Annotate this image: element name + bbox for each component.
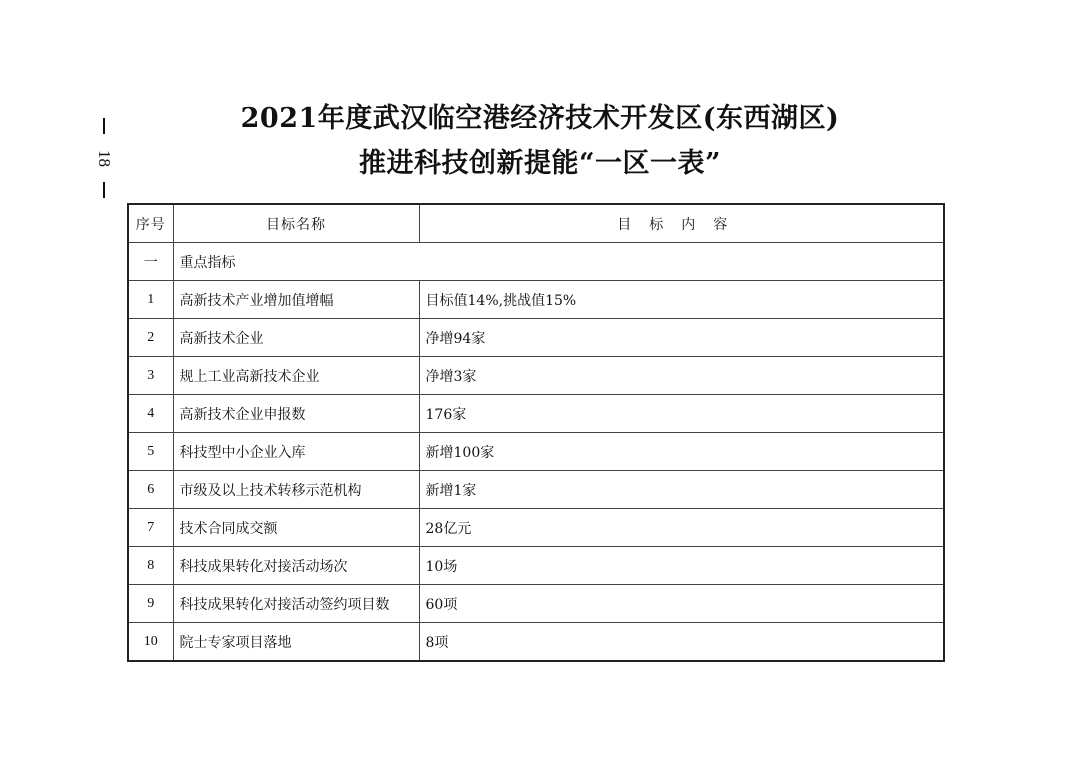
table-row <box>128 585 944 623</box>
row-goal-content: 176家 <box>419 395 944 433</box>
header-seq: 序号 <box>128 204 173 243</box>
goals-table <box>127 203 945 662</box>
row-goal-content: 新增100家 <box>419 433 944 471</box>
row-goal-name: 技术合同成交额 <box>173 509 419 547</box>
table-header-row <box>128 204 944 243</box>
table-row <box>128 547 944 585</box>
section-title: 重点指标 <box>173 243 944 281</box>
row-goal-name: 高新技术企业 <box>173 319 419 357</box>
table-row <box>128 433 944 471</box>
row-goal-name: 科技成果转化对接活动签约项目数 <box>173 585 419 623</box>
row-goal-name: 科技成果转化对接活动场次 <box>173 547 419 585</box>
document-title-line-2: 推进科技创新提能“一区一表” <box>358 148 722 179</box>
row-goal-content: 目标值14%,挑战值15% <box>419 281 944 319</box>
row-goal-name: 规上工业高新技术企业 <box>173 357 419 395</box>
row-goal-content: 28亿元 <box>419 509 944 547</box>
row-seq: 9 <box>128 585 173 623</box>
row-goal-content: 10场 <box>419 547 944 585</box>
row-goal-content: 60项 <box>419 585 944 623</box>
row-goal-content: 新增1家 <box>419 471 944 509</box>
row-seq: 2 <box>128 319 173 357</box>
row-goal-name: 科技型中小企业入库 <box>173 433 419 471</box>
row-goal-name: 院士专家项目落地 <box>173 623 419 662</box>
row-seq: 5 <box>128 433 173 471</box>
page-number: 18 <box>94 149 114 167</box>
table-row <box>128 509 944 547</box>
table-row <box>128 471 944 509</box>
row-goal-name: 高新技术产业增加值增幅 <box>173 281 419 319</box>
row-seq: 8 <box>128 547 173 585</box>
row-goal-content: 净增94家 <box>419 319 944 357</box>
header-name: 目标名称 <box>173 204 419 243</box>
table-row <box>128 281 944 319</box>
row-seq: 4 <box>128 395 173 433</box>
row-goal-content: 净增3家 <box>419 357 944 395</box>
table-row <box>128 395 944 433</box>
table-row <box>128 623 944 662</box>
section-row <box>128 243 944 281</box>
row-goal-name: 市级及以上技术转移示范机构 <box>173 471 419 509</box>
row-seq: 7 <box>128 509 173 547</box>
page-number-dash-bottom <box>103 182 105 198</box>
table-row <box>128 357 944 395</box>
row-seq: 3 <box>128 357 173 395</box>
row-seq: 10 <box>128 623 173 662</box>
row-goal-name: 高新技术企业申报数 <box>173 395 419 433</box>
table-row <box>128 319 944 357</box>
row-goal-content: 8项 <box>419 623 944 662</box>
row-seq: 6 <box>128 471 173 509</box>
row-seq: 1 <box>128 281 173 319</box>
document-title-line-1: 2021年度武汉临空港经济技术开发区(东西湖区) <box>240 103 840 134</box>
header-content: 目标内容 <box>419 204 944 243</box>
section-seq: 一 <box>128 243 173 281</box>
